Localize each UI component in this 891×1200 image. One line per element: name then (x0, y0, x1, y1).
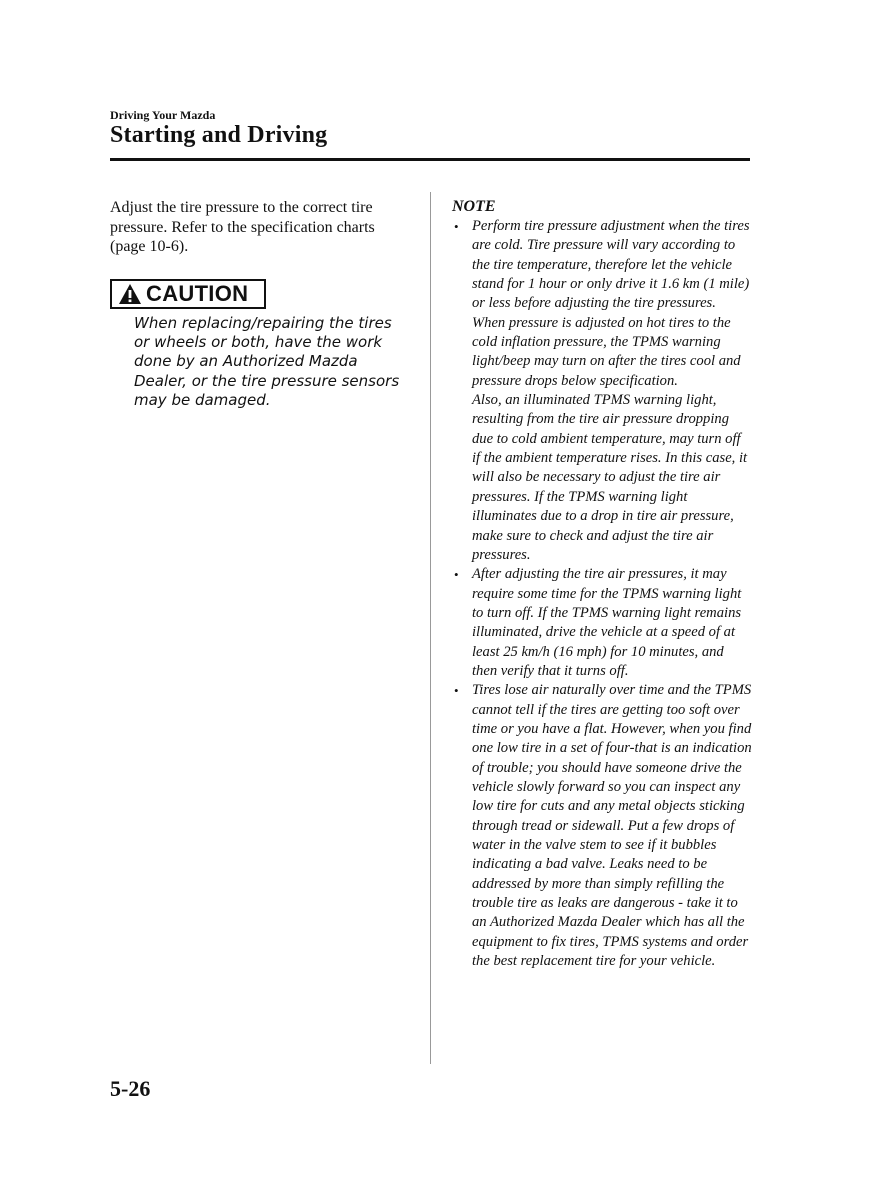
note-item-text: Tires lose air naturally over time and the TPMS cannot tell if the tires are getting too soft over time or you have a flat. However, when you find one low tire in a set of four-that is an indication of trouble; you should have someone drive the vehicle slowly forward so you can inspect any low tire for cuts and any metal objects sticking through tread or sidewall. Put a few drops of water in the valve stem to see if it bubbles indicating a bad valve. Leaks need to be addressed by more than simply refilling the trouble tire as leaks are dangerous - take it to an Authorized Mazda Dealer which has all the equipment to fix tires, TPMS systems and order the best replacement tire for your vehicle. (472, 682, 752, 970)
note-item-text: Perform tire pressure adjustment when the tires are cold. Tire pressure will vary according to the tire temperature, therefore let the vehicle stand for 1 hour or only drive it 1.6 km (1 mile) or less before adjusting the tire pressures. When pressure is adjusted on hot tires to the cold inflation pressure, the TPMS warning light/beep may turn on after the tires cool and pressure drops below specification. (472, 218, 750, 389)
note-heading: NOTE (452, 198, 496, 215)
intro-paragraph: Adjust the tire pressure to the correct tire pressure. Refer to the specification charts (page 10-6). (110, 199, 375, 255)
note-item (452, 565, 752, 681)
bullet-icon: • (454, 683, 459, 699)
bullet-icon: • (454, 219, 459, 234)
section-label: Driving Your Mazda (110, 108, 216, 122)
column-divider (430, 192, 431, 1064)
caution-text: When replacing/repairing the tires or wheels or both, have the work done by an Authorized Mazda Dealer, or the tire pressure sensors may be damaged. (134, 313, 400, 410)
note-item (452, 681, 752, 971)
page-title: Starting and Driving (110, 122, 328, 148)
note-item-text: Also, an illuminated TPMS warning light, resulting from the tire air pressure dropping due to cold ambient temperature, may turn off if the ambient temperature rises. In this case, it will also be necessary to adjust the tire air pressures. If the TPMS warning light illuminates due to a drop in tire air pressure, make sure to check and adjust the tire air pressures. (472, 392, 748, 563)
caution-banner (110, 279, 266, 309)
warning-triangle-icon (118, 283, 142, 305)
caution-label: CAUTION (146, 280, 249, 306)
page-number: 5-26 (110, 1076, 151, 1101)
header-divider (110, 158, 750, 161)
note-item-text: After adjusting the tire air pressures, it may require some time for the TPMS warning light to turn off. If the TPMS warning light remains illuminated, drive the vehicle at a speed of at least 25 km/h (16 mph) for 10 minutes, and then verify that it turns off. (472, 566, 742, 679)
note-item (452, 217, 752, 565)
note-column (452, 198, 752, 971)
note-list (452, 217, 752, 971)
left-column (110, 198, 410, 411)
bullet-icon: • (454, 567, 459, 583)
